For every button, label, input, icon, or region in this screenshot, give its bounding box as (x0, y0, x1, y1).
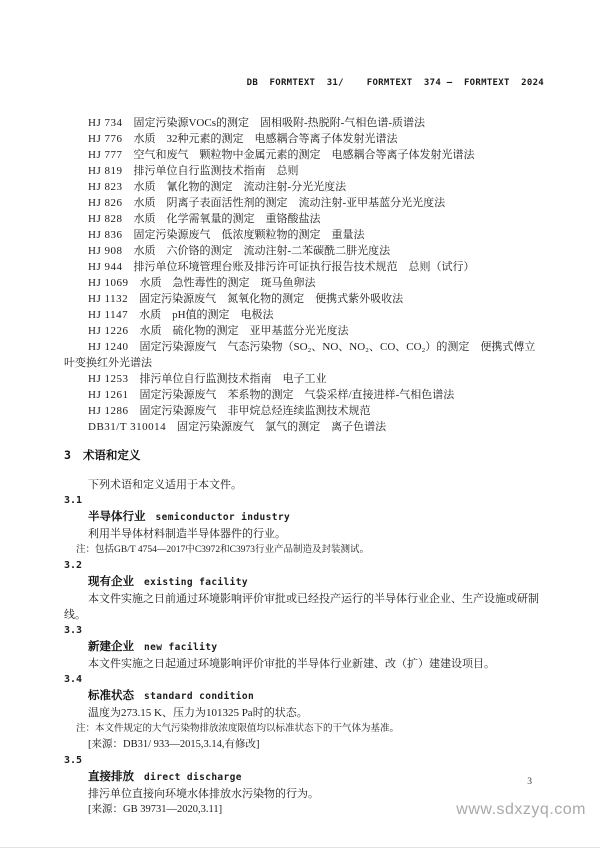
reference-code: HJ 1147 (88, 309, 129, 321)
reference-title: 水质 急性毒性的测定 斑马鱼卵法 (139, 277, 316, 289)
reference-item (64, 387, 544, 403)
reference-code: HJ 1240 (88, 341, 129, 353)
watermark-url: www.sdxzyq.com (456, 801, 586, 818)
reference-title: 水质 pH值的测定 电极法 (139, 309, 274, 321)
reference-code: HJ 1226 (88, 325, 129, 337)
section-title: 术语和定义 (82, 450, 141, 462)
reference-code: HJ 777 (88, 149, 123, 161)
reference-item (64, 227, 544, 243)
reference-item (64, 371, 544, 387)
reference-title: 水质 硫化物的测定 亚甲基蓝分光光度法 (139, 325, 349, 337)
term-english: existing facility (144, 577, 249, 588)
reference-code: HJ 826 (88, 197, 123, 209)
reference-item (64, 115, 544, 131)
document-number: DB FORMTEXT 31/ FORMTEXT 374 — FORMTEXT 2024 (246, 78, 544, 88)
terms-list (64, 493, 544, 818)
terms-intro: 下列术语和定义适用于本文件。 (88, 479, 242, 491)
reference-code: HJ 1069 (88, 277, 129, 289)
reference-code: HJ 944 (88, 261, 123, 273)
term-definition: 本文件实施之日起通过环境影响评价审批的半导体行业新建、改（扩）建建设项目。 (88, 658, 495, 670)
reference-item (64, 307, 544, 323)
term-title-line (64, 688, 544, 705)
term-note: 注：本文件规定的大气污染物排放浓度限值均以标准状态下的干气体为基准。 (76, 724, 400, 734)
term-definition: 排污单位直接向环境水体排放水污染物的行为。 (88, 788, 319, 800)
normative-references-list (64, 115, 544, 435)
term-chinese: 标准状态 (88, 690, 134, 702)
reference-title: 水质 六价铬的测定 流动注射-二苯碳酰二肼光度法 (133, 245, 391, 257)
reference-title: 水质 化学需氧量的测定 重铬酸盐法 (133, 213, 321, 225)
reference-title: 排污单位环境管理台账及排污许可证执行报告技术规范 总则（试行） (133, 261, 475, 273)
term-definition-block (64, 493, 544, 558)
term-english: new facility (144, 642, 218, 653)
term-title-line (64, 574, 544, 591)
section-number: 3 (64, 448, 71, 462)
term-english: standard condition (144, 691, 255, 702)
reference-item (64, 147, 544, 163)
term-source: [来源：GB 39731—2020,3.11] (88, 804, 223, 815)
reference-item (64, 195, 544, 211)
reference-title: 空气和废气 颗粒物中金属元素的测定 电感耦合等离子体发射光谱法 (133, 149, 475, 161)
page-header (64, 64, 544, 103)
reference-item (64, 403, 544, 419)
reference-title: 固定污染源废气 氯气的测定 离子色谱法 (177, 421, 387, 433)
reference-title: 水质 阴离子表面活性剂的测定 流动注射-亚甲基蓝分光光度法 (133, 197, 446, 209)
reference-item (64, 323, 544, 339)
reference-title: 水质 32种元素的测定 电感耦合等离子体发射光谱法 (133, 133, 398, 145)
term-definition: 利用半导体材料制造半导体器件的行业。 (88, 528, 286, 540)
reference-item (64, 339, 544, 371)
reference-code: HJ 1286 (88, 405, 129, 417)
reference-title: 固定污染源废气 苯系物的测定 气袋采样/直接进样-气相色谱法 (139, 389, 455, 401)
reference-code: HJ 828 (88, 213, 123, 225)
page-content (64, 64, 544, 818)
term-source: [来源：DB31/ 933—2015,3.14,有修改] (88, 739, 260, 750)
reference-title: 固定污染源废气 非甲烷总烃连续监测技术规范 (139, 405, 371, 417)
term-definition-block (64, 623, 544, 672)
reference-code: HJ 908 (88, 245, 123, 257)
reference-title: 水质 氰化物的测定 流动注射-分光光度法 (133, 181, 347, 193)
reference-title: 排污单位自行监测技术指南 总则 (133, 165, 299, 177)
term-definition: 温度为273.15 K、压力为101325 Pa时的状态。 (88, 707, 308, 719)
reference-title: 固定污染源废气 氮氧化物的测定 便携式紫外吸收法 (139, 293, 404, 305)
reference-item (64, 131, 544, 147)
reference-item (64, 419, 544, 435)
reference-title: 固定污染源废气 气态污染物（SO₂、NO、NO₂、CO、CO₂）的测定 便携式傅立叶变换红外光谱法 (64, 341, 536, 369)
reference-code: HJ 823 (88, 181, 123, 193)
reference-item (64, 291, 544, 307)
reference-code: HJ 836 (88, 229, 123, 241)
term-chinese: 直接排放 (88, 771, 134, 783)
term-title-line (64, 769, 544, 786)
term-note: 注：包括GB/T 4754—2017中C3972和C3973行业产品制造及封装测试。 (76, 545, 370, 555)
term-number: 3.5 (64, 755, 83, 766)
reference-item (64, 259, 544, 275)
term-english: semiconductor industry (155, 512, 291, 523)
term-number: 3.3 (64, 625, 83, 636)
reference-code: DB31/T 310014 (88, 421, 167, 433)
term-number: 3.4 (64, 674, 83, 685)
term-title-line (64, 509, 544, 526)
reference-item (64, 275, 544, 291)
reference-title: 固定污染源废气 低浓度颗粒物的测定 重量法 (133, 229, 365, 241)
term-chinese: 新建企业 (88, 641, 134, 653)
term-definition: 本文件实施之日前通过环境影响评价审批或已经投产运行的半导体行业企业、生产设施或研制线。 (64, 593, 539, 621)
section-heading-terms-and-definitions (64, 447, 544, 465)
term-chinese: 半导体行业 (88, 511, 146, 523)
reference-code: HJ 1253 (88, 373, 129, 385)
reference-title: 固定污染源VOCs的测定 固相吸附-热脱附-气相色谱-质谱法 (133, 117, 425, 129)
reference-title: 排污单位自行监测技术指南 电子工业 (139, 373, 327, 385)
reference-code: HJ 734 (88, 117, 123, 129)
reference-item (64, 243, 544, 259)
reference-code: HJ 1132 (88, 293, 129, 305)
reference-item (64, 163, 544, 179)
page-number: 3 (527, 777, 532, 787)
term-definition-block (64, 558, 544, 623)
reference-item (64, 211, 544, 227)
reference-code: HJ 1261 (88, 389, 129, 401)
term-title-line (64, 639, 544, 656)
term-number: 3.1 (64, 495, 83, 506)
reference-item (64, 179, 544, 195)
term-english: direct discharge (144, 772, 242, 783)
term-number: 3.2 (64, 560, 83, 571)
term-chinese: 现有企业 (88, 576, 134, 588)
reference-code: HJ 819 (88, 165, 123, 177)
term-definition-block (64, 672, 544, 753)
reference-code: HJ 776 (88, 133, 123, 145)
